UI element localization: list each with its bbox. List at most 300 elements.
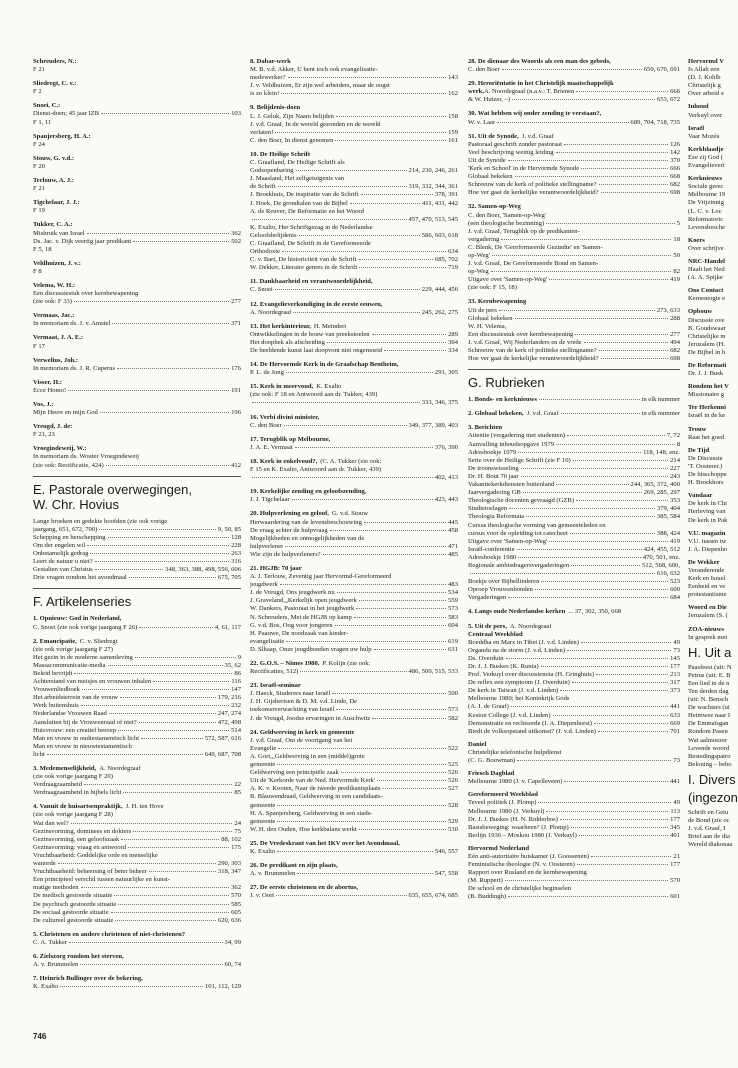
line-text: K. Exalto [250, 847, 276, 855]
index-line [250, 129, 458, 137]
page-reference: 4, 61, 117 [214, 623, 241, 631]
page-reference: 528 [448, 801, 458, 809]
line-text: J. Maasland, Het zelfgetuigenis van [250, 175, 345, 183]
index-entry [250, 729, 458, 834]
entry-heading [33, 177, 241, 185]
index-line [33, 409, 241, 417]
page-reference: 616, 632 [656, 570, 680, 578]
leader-dots [95, 561, 229, 562]
index-entry [250, 884, 458, 900]
index-line [250, 444, 458, 452]
line-text: Melbourne 1980 (J. Verkuyl) [468, 807, 545, 815]
page-reference: 334 [448, 347, 458, 354]
index-fragment: Ter Herkenni [688, 404, 726, 412]
page-reference: 682 [670, 347, 680, 354]
line-text: Biedt de volksopstand uitkomst? (J. v.d. Linden) [468, 727, 596, 735]
leader-dots [84, 784, 232, 785]
index-line [33, 298, 241, 306]
page-reference: 162 [448, 90, 458, 98]
leader-dots [372, 718, 446, 719]
page-reference: 179, 216 [217, 694, 241, 702]
line-text: (zie ook vorige jaargang F 28) [33, 811, 113, 819]
page-reference: 316 [231, 558, 241, 566]
index-entry [250, 383, 458, 407]
index-line [250, 175, 458, 183]
index-line [250, 113, 458, 121]
line-text: licht [33, 750, 45, 758]
index-entry [33, 155, 241, 171]
leader-dots [546, 223, 675, 224]
line-text: In memoriam ds. J. R. Cuperus [33, 364, 116, 372]
line-text: Vruchtbaarheid: beheersing of beter beheer [33, 868, 147, 876]
index-line [468, 703, 680, 711]
line-text: Theologia Reformata [468, 513, 525, 521]
leader-dots [539, 399, 640, 400]
entry-title: 1. Opnieuw: God in Nederland, [33, 615, 122, 623]
line-text: (zie ook: F 33) [33, 298, 73, 306]
index-fragment: Een lied in de n [688, 679, 730, 687]
index-entry [250, 151, 458, 272]
leader-dots [356, 608, 446, 609]
line-text: In memoriam ds. J. v. Amstel [33, 320, 111, 328]
line-text: Cursus theologische vorming van gemeenteleden en [468, 521, 606, 529]
page-reference: 126 [670, 140, 680, 148]
line-text: Adresboekje 1980 [468, 553, 517, 561]
line-text: A. J. Terlouw, Zeventig jaar Hervormd-Gereformeerd [250, 573, 392, 581]
index-fragment: Eze zij God ( [688, 153, 723, 161]
section-rule [33, 588, 241, 589]
index-entry [250, 488, 458, 504]
line-text: W. H. den Ouden, Hoe kerkbalans werkt [250, 825, 357, 833]
entry-heading [33, 133, 241, 141]
entry-heading [33, 221, 241, 229]
index-line [468, 165, 680, 173]
index-entry [468, 608, 680, 616]
entry-heading [33, 638, 241, 646]
page-reference: 525 [448, 761, 458, 769]
entry-heading [250, 729, 458, 737]
leader-dots [581, 168, 668, 169]
leader-dots [286, 641, 446, 642]
line-text: Gezinsvorming, een geloofszaak [33, 835, 120, 843]
index-fragment: Beloning – beho [688, 760, 732, 768]
leader-dots [508, 597, 668, 598]
index-line [468, 808, 680, 816]
index-fragment: Wereld diakonaa [688, 841, 733, 849]
page-reference: 604 [448, 621, 458, 629]
leader-dots [135, 657, 236, 658]
index-line [33, 119, 241, 127]
index-line [468, 893, 680, 901]
line-text: H. Paauwe, De noodzaak van kinder- [250, 629, 349, 637]
line-text: F 21 [33, 185, 45, 193]
line-text: J. v.d. Graaf, Wij Nederlanders en de vrede [468, 338, 582, 346]
entry-heading [33, 975, 241, 983]
index-line [250, 535, 458, 543]
line-text: Het doophek als afscheiding [250, 338, 325, 346]
line-text: op-Weg' [468, 251, 490, 259]
index-line [468, 832, 680, 840]
leader-dots [359, 600, 446, 601]
leader-dots [359, 259, 433, 260]
index-line [250, 668, 458, 676]
line-text: Schreeuw van de kerk of politieke stellingname? [468, 347, 597, 354]
index-line [468, 538, 680, 546]
line-text: Teveel politiek (J. Plomp) [468, 799, 537, 807]
page-reference: 147 [231, 686, 241, 694]
index-line [250, 715, 458, 723]
page-reference: 619 [448, 637, 458, 645]
entry-title: 5. Uit de pers, [468, 622, 508, 630]
entry-heading [468, 623, 680, 631]
entry-heading [33, 155, 241, 163]
index-fragment: H. Broekhors [688, 479, 724, 487]
leader-dots [335, 625, 447, 626]
index-fragment: Discussie ove [688, 316, 725, 324]
index-fragment: Rondom het V [688, 383, 729, 391]
index-line [468, 687, 680, 695]
line-text: Een discussiestuk over kernbewapening [33, 290, 139, 298]
entry-heading [468, 203, 680, 211]
index-line [33, 836, 241, 844]
page-reference: 362 [231, 229, 241, 237]
line-text: Geldwerving een principiële zaak [250, 769, 339, 777]
line-text: Man en vrouw in nieuwtestamentisch [33, 742, 132, 750]
index-line [468, 489, 680, 497]
page-reference: 412 [231, 461, 241, 469]
entry-title: Vreugd, J. de: [33, 423, 73, 431]
index-fragment: Evangelieverí [688, 162, 725, 170]
line-text: N. Schreuders, Met de HGJB op kamp [250, 613, 352, 621]
line-text: Jaarvergadering GB [468, 489, 521, 497]
index-fragment: Koers [688, 236, 705, 244]
index-line [250, 121, 458, 129]
index-fragment: Verkuyl over [688, 111, 723, 119]
line-text: Een discussiestuk over kernbewapening [468, 330, 574, 338]
line-text: Het gezin in de moderne samenleving [33, 653, 133, 661]
leader-dots [594, 723, 668, 724]
entry-heading [250, 436, 458, 444]
index-line [33, 141, 241, 149]
entry-author: H. Meindert [313, 322, 347, 330]
line-text: wanorde [33, 860, 56, 868]
index-entry [33, 765, 241, 797]
line-text: Evangelie [250, 744, 277, 752]
page-reference: 458 [448, 526, 458, 534]
leader-dots [296, 170, 407, 171]
entry-author: J. v.d. Graaf [521, 132, 554, 140]
index-entry [250, 104, 458, 144]
section-heading-fragment: H. Uit a [688, 645, 732, 660]
page-reference: 527 [448, 785, 458, 793]
page-reference: 457, 470, 513, 545 [408, 215, 458, 223]
line-text: (zie ook vorige jaargang F 27) [33, 645, 113, 653]
page-reference: 419 [670, 276, 680, 284]
entry-author: G. v.d. Stouw [331, 510, 368, 518]
index-fragment: Wat aalmoezer [688, 736, 728, 744]
entry-heading [33, 953, 241, 961]
line-text: Organdu na de storm (J. v.d. Linden) [468, 646, 566, 654]
index-line [468, 220, 680, 228]
leader-dots [293, 312, 419, 313]
entry-heading [250, 660, 458, 668]
line-text: F 21, 23 [33, 431, 55, 439]
line-text: Dr. H. Bout 70 jaar [468, 472, 519, 480]
line-text: cursus voor de opleiding tot catecheet [468, 529, 568, 537]
index-line [33, 901, 241, 909]
leader-dots [599, 350, 669, 351]
page-reference: 196 [231, 409, 241, 417]
line-text: Hoe ver gaat de kerkelijke verantwoordelijkheid? [468, 189, 599, 197]
line-text: J. de Vreugd, Joodse ervaringen in Auschwitz [250, 714, 371, 722]
entry-title: Vermaat, J. A. E.: [33, 334, 84, 342]
index-line [468, 513, 680, 521]
line-text: Vakantiekerkdiensten buitenland [468, 481, 555, 489]
index-line [33, 534, 241, 542]
line-text: C. den Boer, 'Samen-op-Weg' [468, 211, 546, 219]
index-fragment: De Emmaïsgan [688, 720, 729, 728]
leader-dots [115, 920, 216, 921]
entry-heading [33, 445, 241, 453]
page-reference: 9 [237, 653, 241, 661]
leader-dots [577, 864, 668, 865]
index-line [250, 818, 458, 826]
index-entry [33, 931, 241, 947]
entry-title: 17. Terugblik op Melbourne, [250, 435, 331, 443]
entry-title: 22. G.O.S. – Nimes 1980, [250, 660, 320, 667]
entry-title: 3. Medemenselijkheid, [33, 765, 97, 772]
index-entry [33, 401, 241, 417]
index-line [468, 530, 680, 538]
page-reference: 445 [448, 518, 458, 526]
page-reference: 227 [670, 464, 680, 472]
line-text: J. v.d. Graaf, De Gereformeerde Bond en Samen- [468, 260, 599, 268]
line-text: Uit de Synode [468, 156, 506, 164]
index-fragment: Missionaire g [688, 391, 725, 399]
page-reference: 88, 102 [221, 835, 241, 843]
entry-heading [468, 608, 680, 616]
index-line [468, 268, 680, 276]
page-reference: 534 [448, 589, 458, 597]
entry-heading [33, 765, 241, 773]
entry-heading [33, 102, 241, 110]
index-line [250, 737, 458, 745]
line-text: Nederlandse Vrouwen Raad [33, 710, 107, 718]
page-reference: 526 [448, 769, 458, 777]
index-line [250, 745, 458, 753]
page-reference: 161 [448, 136, 458, 144]
index-line [250, 777, 458, 785]
entry-title: 6. Zielszorg rondom het sterven, [33, 952, 124, 960]
line-text: Aansluiten bij de Vrouwenraad of niet? [33, 718, 137, 726]
leader-dots [139, 627, 213, 628]
entry-heading [33, 931, 241, 939]
leader-dots [108, 537, 230, 538]
entry-heading [468, 298, 680, 306]
leader-dots [383, 788, 447, 789]
index-fragment: Reformatoric [688, 215, 724, 223]
entry-heading [468, 133, 680, 141]
line-text: De kerk in Taiwan (J. v.d. Linden) [468, 687, 559, 695]
line-text: Boeddha en Marx in Tibet (J. v.d. Linden) [468, 638, 579, 646]
line-text: G. v.d. Bos, Oog voor jongeren [250, 621, 333, 629]
index-line [468, 355, 680, 363]
index-fragment: De Vrijzinnig [688, 199, 724, 207]
page-reference: 75 [234, 827, 241, 835]
index-line [468, 347, 680, 355]
line-text: F 5, 18 [33, 245, 52, 253]
leader-dots [512, 99, 655, 100]
index-fragment: De wachters (ui [688, 704, 730, 712]
index-line [33, 290, 241, 298]
page-reference: 304 [448, 338, 458, 346]
entry-title: 31. Uit de Synode, [468, 132, 519, 140]
index-column-4 [688, 58, 738, 849]
index-line [468, 432, 680, 440]
entry-title: 15. Kerk in meervoud, [250, 383, 314, 391]
leader-dots [572, 682, 668, 683]
page-reference: 289 [448, 330, 458, 338]
leader-dots [114, 895, 229, 896]
line-text: A. K. v. Kooten, Naar de tweede predikantsplaats [250, 785, 381, 793]
index-fragment: Kerknieuws [688, 175, 723, 183]
index-line [33, 574, 241, 582]
index-fragment: Over schrijve [688, 244, 724, 252]
page-reference: 668 [670, 173, 680, 181]
entry-author: (C. A. Tukker (zie ook: [320, 457, 382, 465]
page-reference: 486, 500, 515, 533 [408, 668, 458, 676]
index-line [33, 66, 241, 74]
index-line [468, 594, 680, 602]
index-line [250, 573, 458, 581]
page-reference: 573 [448, 706, 458, 714]
index-entry [250, 660, 458, 676]
leader-dots [523, 492, 642, 493]
index-fragment: B. Goudswaar [688, 324, 726, 332]
page-reference: in elk nummer [641, 396, 680, 404]
entry-heading [250, 383, 458, 391]
line-text: J. v. Oort [250, 892, 275, 900]
leader-dots [292, 499, 433, 500]
leader-dots [74, 673, 232, 674]
leader-dots [275, 132, 446, 133]
leader-dots [549, 541, 668, 542]
page-reference: 35, 62 [224, 661, 241, 669]
index-line [250, 496, 458, 504]
leader-dots [330, 530, 446, 531]
entry-title: Sliedregt, C. v.: [33, 80, 77, 88]
index-entry [33, 379, 241, 395]
leader-dots [332, 693, 446, 694]
line-text: J. v.d. Graaf, Om de voortgang van het [250, 736, 353, 744]
entry-title: 13. Het kerkinterieur, [250, 322, 311, 330]
index-line [468, 212, 680, 220]
page-reference: 128 [231, 533, 241, 541]
index-line [468, 339, 680, 347]
line-text: jaargang, 651, 672, 700) [33, 525, 98, 533]
line-text: Vrouwenliedboek [33, 686, 80, 694]
index-fragment: Trouw [688, 425, 707, 433]
index-line [250, 892, 458, 900]
line-text: Dienst-doen; 45 jaar IZB [33, 110, 100, 118]
entry-heading [250, 58, 458, 66]
page-reference: 318, 347 [217, 868, 241, 876]
page-reference: 570 [670, 877, 680, 885]
entry-title: 16. Verbi divini minister, [250, 413, 320, 421]
leader-dots [288, 77, 447, 78]
index-fragment: De kerk in Chi [688, 500, 728, 508]
entry-title: Schreuders, N.: [33, 58, 77, 65]
leader-dots [526, 516, 655, 517]
page-reference: 34, 99 [224, 938, 241, 946]
line-text: Feministische theologie (N. v. Oosteren) [468, 861, 575, 869]
line-text: C. Snoei (zie ook vorige jaargang F 26) [33, 623, 138, 631]
index-line [468, 284, 680, 292]
index-fragment: Woord en Die [688, 604, 727, 612]
index-line [33, 678, 241, 686]
line-text: Wie zijn de hulpverleners? [250, 550, 321, 558]
leader-dots [564, 781, 668, 782]
line-text: Globaal bekeken [468, 173, 513, 181]
entry-heading [250, 458, 458, 466]
line-text: Eén anti-autoritaire huiskamer (J. Goossenen) [468, 852, 590, 860]
entry-title: 27. De eerste christenen en de abortus, [250, 884, 359, 892]
leader-dots [74, 301, 229, 302]
index-line [33, 828, 241, 836]
section-e-list [33, 518, 241, 583]
entry-heading [250, 682, 458, 690]
line-text: Dr. J. J. Buskes (H. N. Ridderbos) [468, 815, 558, 823]
page-reference: 526 [448, 777, 458, 785]
index-line [468, 323, 680, 331]
page-reference: 689, 704, 718, 735 [630, 118, 680, 126]
entry-heading [250, 414, 458, 422]
index-line [250, 391, 458, 399]
index-line [33, 453, 241, 461]
entry-heading [33, 803, 241, 811]
page-reference: 113 [670, 807, 680, 815]
index-entry [250, 323, 458, 355]
index-line [33, 662, 241, 670]
page-reference: 7, 72 [666, 432, 680, 440]
index-fragment: Opbouw [688, 308, 713, 316]
index-line [468, 546, 680, 554]
index-line [250, 369, 458, 377]
page-reference: 191 [231, 386, 241, 394]
index-line [250, 622, 458, 630]
entry-title: 4. Vanuit de huisartsenpraktijk, [33, 803, 123, 811]
page-reference: 669 [670, 719, 680, 727]
index-line [250, 474, 458, 482]
index-fragment: Jeruzalem (S. ( [688, 612, 728, 620]
entry-author: C. v. Sliedregt [79, 637, 118, 645]
line-text: A. v. Brummelen [250, 870, 296, 878]
index-line [33, 868, 241, 876]
line-text: J. v.d. Graaf, In de wereld gezonden en de wereld [250, 120, 381, 128]
index-line [250, 614, 458, 622]
index-line [468, 749, 680, 757]
index-fragment: Kerkblaadje [688, 145, 724, 153]
entry-title: 21. HGJB: 70 jaar [250, 564, 302, 572]
index-entry [33, 445, 241, 469]
line-text: Drie vragen rondom het avondmaal [33, 574, 127, 582]
index-line [250, 802, 458, 810]
index-fragment: J. v.d. Graaf, I [688, 825, 726, 833]
entry-heading [468, 110, 680, 118]
index-line [250, 256, 458, 264]
index-entry [33, 80, 241, 96]
page-reference: 9, 50, 85 [217, 525, 241, 533]
